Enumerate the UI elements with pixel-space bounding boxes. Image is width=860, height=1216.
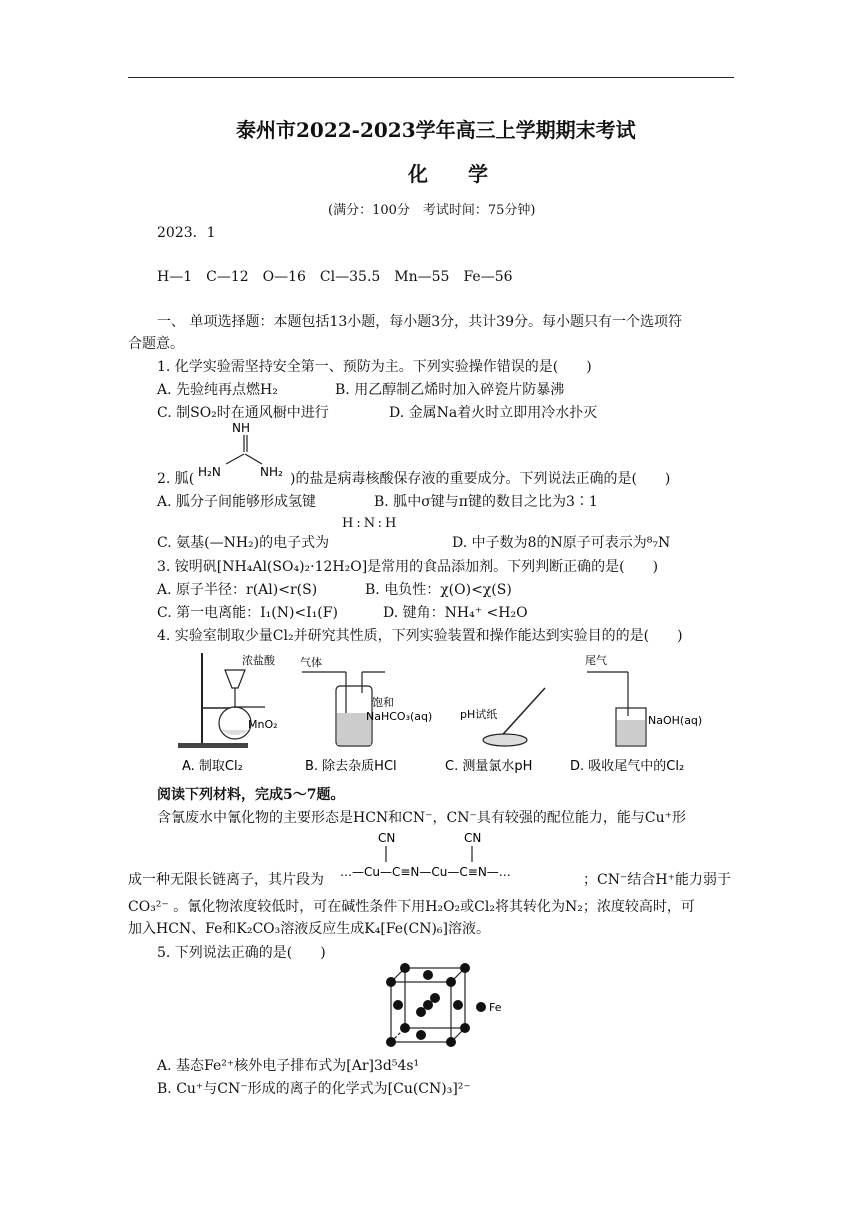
top-rule bbox=[128, 77, 734, 78]
structure-nh: NH bbox=[232, 421, 250, 435]
q1-option-a: A. 先验纯再点燃H₂ bbox=[157, 382, 278, 398]
apparatus-c bbox=[445, 688, 545, 774]
caption-c: C. 测量氯水pH bbox=[445, 759, 533, 774]
crystal-legend-fe: Fe bbox=[489, 1001, 502, 1014]
gas-label-b: 气体 bbox=[300, 656, 322, 669]
reagent-b1: 饱和 bbox=[372, 696, 394, 709]
reagent-naoh: NaOH(aq) bbox=[648, 714, 703, 727]
caption-d: D. 吸收尾气中的Cl₂ bbox=[570, 759, 685, 774]
apparatus-b bbox=[300, 655, 432, 774]
q3-option-d: D. 键角：NH₄⁺ <H₂O bbox=[383, 605, 528, 621]
q4-apparatus-figures bbox=[150, 648, 740, 778]
q5-option-a: A. 基态Fe²⁺核外电子排布式为[Ar]3d⁵4s¹ bbox=[157, 1058, 420, 1074]
q4-stem: 4. 实验室制取少量Cl₂并研究其性质，下列实验装置和操作能达到实验目的的是( ) bbox=[157, 628, 683, 644]
apparatus-d bbox=[570, 653, 702, 774]
q2-option-a: A. 胍分子间能够形成氢键 bbox=[157, 494, 317, 510]
q1-option-b: B. 用乙醇制乙烯时加入碎瓷片防暴沸 bbox=[335, 382, 565, 398]
exam-title: 泰州市2022-2023学年高三上学期期末考试 bbox=[236, 118, 636, 142]
q2-stem-prefix: 2. 胍( bbox=[157, 471, 195, 487]
q2-option-d: D. 中子数为8的N原子可表示为⁸₇N bbox=[452, 535, 671, 551]
q1-stem: 1. 化学实验需坚持安全第一、预防为主。下列实验操作错误的是( ) bbox=[157, 359, 592, 375]
cyanide-chain-structure bbox=[340, 828, 580, 886]
material-line3: CO₃²⁻ 。氰化物浓度较低时，可在碱性条件下用H₂O₂或Cl₂将其转化为N₂；浓度较高时，可 bbox=[128, 899, 695, 915]
structure-h2n: H₂N bbox=[198, 465, 221, 479]
chain-fragment: …—Cu—C≡N—Cu—C≡N—… bbox=[340, 865, 511, 879]
q1-option-c: C. 制SO₂时在通风橱中进行 bbox=[157, 405, 329, 421]
caption-a: A. 制取Cl₂ bbox=[182, 759, 243, 774]
chain-cn-2: CN bbox=[464, 831, 482, 845]
reagent-mno2: MnO₂ bbox=[248, 718, 278, 731]
q2-stem-suffix: )的盐是病毒核酸保存液的重要成分。下列说法正确的是( ) bbox=[290, 471, 671, 487]
q3-option-b: B. 电负性：χ(O)<χ(S) bbox=[365, 582, 512, 598]
subject-title: 化学 bbox=[408, 162, 528, 186]
atomic-masses: H—1 C—12 O—16 Cl—35.5 Mn—55 Fe—56 bbox=[157, 269, 513, 285]
chain-cn-1: CN bbox=[378, 831, 396, 845]
material-line2-prefix: 成一种无限长链离子，其片段为 bbox=[128, 872, 324, 888]
material-line1: 含氰废水中氰化物的主要形态是HCN和CN⁻，CN⁻具有较强的配位能力，能与Cu⁺形 bbox=[157, 810, 686, 826]
q2-option-c: C. 氨基(—NH₂)的电子式为 bbox=[157, 535, 330, 551]
gas-label-d: 尾气 bbox=[585, 654, 607, 667]
structure-nh2: NH₂ bbox=[260, 465, 283, 479]
exam-info: (满分：100分 考试时间：75分钟) bbox=[328, 203, 536, 218]
q3-option-a: A. 原子半径：r(Al)<r(S) bbox=[157, 582, 318, 598]
section-heading: 一、 单项选择题：本题包括13小题，每小题3分，共计39分。每小题只有一个选项符 bbox=[157, 314, 682, 330]
material-line2-suffix: ；CN⁻结合H⁺能力弱于 bbox=[583, 872, 731, 888]
q1-option-d: D. 金属Na着火时立即用冷水扑灭 bbox=[389, 405, 598, 421]
reagent-ph: pH试纸 bbox=[460, 708, 498, 721]
reagent-hcl: 浓盐酸 bbox=[242, 654, 275, 667]
q3-stem: 3. 铵明矾[NH₄Al(SO₄)₂·12H₂O]是常用的食品添加剂。下列判断正确的是( ) bbox=[157, 559, 659, 575]
exam-date: 2023．1 bbox=[157, 225, 216, 241]
amino-electron-formula: H:N:H bbox=[342, 516, 400, 531]
caption-b: B. 除去杂质HCl bbox=[305, 759, 397, 774]
guanidine-structure bbox=[198, 418, 290, 482]
apparatus-a bbox=[178, 653, 278, 774]
fe-crystal-cell bbox=[385, 962, 505, 1048]
q3-option-c: C. 第一电离能：I₁(N)<I₁(F) bbox=[157, 605, 338, 621]
section-heading-cont: 合题意。 bbox=[128, 336, 184, 352]
q2-option-b: B. 胍中σ键与π键的数目之比为3∶1 bbox=[374, 494, 598, 510]
q5-stem: 5. 下列说法正确的是( ) bbox=[157, 945, 326, 961]
material-line4: 加入HCN、Fe和K₂CO₃溶液反应生成K₄[Fe(CN)₆]溶液。 bbox=[128, 921, 491, 937]
reagent-b2: NaHCO₃(aq) bbox=[366, 710, 433, 723]
q5-option-b: B. Cu⁺与CN⁻形成的离子的化学式为[Cu(CN)₃]²⁻ bbox=[157, 1081, 471, 1097]
material-intro: 阅读下列材料，完成5～7题。 bbox=[157, 787, 345, 803]
